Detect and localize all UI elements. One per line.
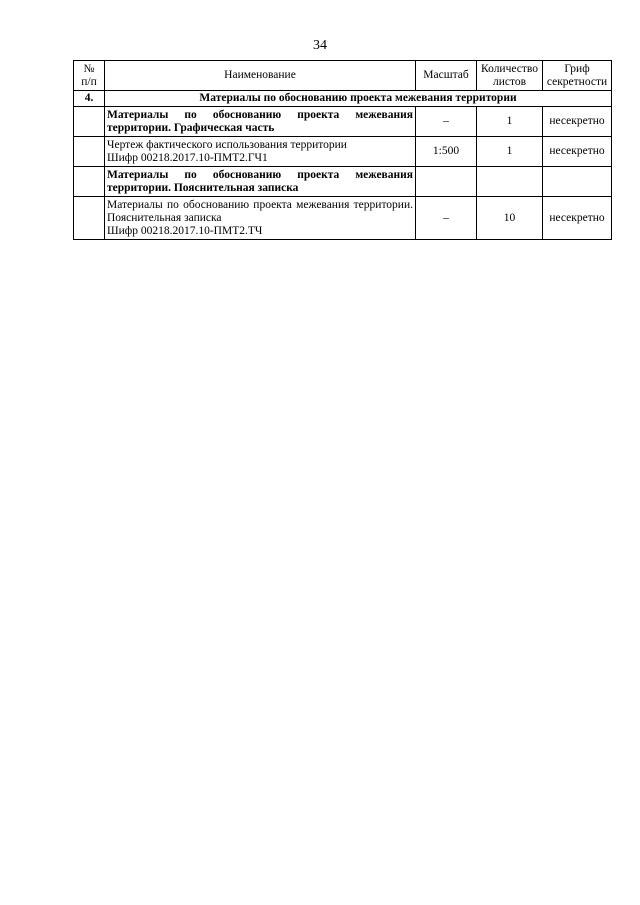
row-code-line: Шифр 00218.2017.10-ПМТ2.ТЧ	[107, 224, 263, 237]
row-num	[74, 197, 105, 240]
page-number: 34	[313, 38, 327, 53]
row-name-line: Чертеж фактического использования территории	[107, 138, 347, 151]
row-name: Материалы по обоснованию проекта межевания территории. Графическая часть	[105, 107, 416, 137]
header-num: № п/п	[74, 61, 105, 91]
row-count: 10	[477, 197, 543, 240]
row-count: 1	[477, 137, 543, 167]
header-secret: Гриф секретности	[543, 61, 612, 91]
table-row	[74, 167, 612, 197]
row-secret	[543, 167, 612, 197]
table-row-section	[74, 91, 612, 107]
table-row	[74, 197, 612, 240]
row-code-line: Шифр 00218.2017.10-ПМТ2.ГЧ1	[107, 151, 268, 164]
table-row	[74, 137, 612, 167]
row-count: 1	[477, 107, 543, 137]
row-secret: несекретно	[543, 137, 612, 167]
row-secret: несекретно	[543, 197, 612, 240]
row-name	[105, 137, 416, 167]
row-scale: –	[416, 107, 477, 137]
row-count	[477, 167, 543, 197]
row-scale: –	[416, 197, 477, 240]
row-num	[74, 137, 105, 167]
row-num	[74, 167, 105, 197]
row-name-line: Материалы по обоснованию проекта межевания территории. Пояснительная записка	[107, 198, 413, 224]
header-name: Наименование	[105, 61, 416, 91]
documents-table	[73, 60, 612, 240]
row-name: Материалы по обоснованию проекта межевания территории. Пояснительная записка	[105, 167, 416, 197]
row-secret: несекретно	[543, 107, 612, 137]
section-num: 4.	[74, 91, 105, 107]
section-title: Материалы по обоснованию проекта межевания территории	[105, 91, 612, 107]
header-scale: Масштаб	[416, 61, 477, 91]
header-count: Количество листов	[477, 61, 543, 91]
table-header-row	[74, 61, 612, 91]
table-row	[74, 107, 612, 137]
row-num	[74, 107, 105, 137]
row-name	[105, 197, 416, 240]
row-scale: 1:500	[416, 137, 477, 167]
row-scale	[416, 167, 477, 197]
